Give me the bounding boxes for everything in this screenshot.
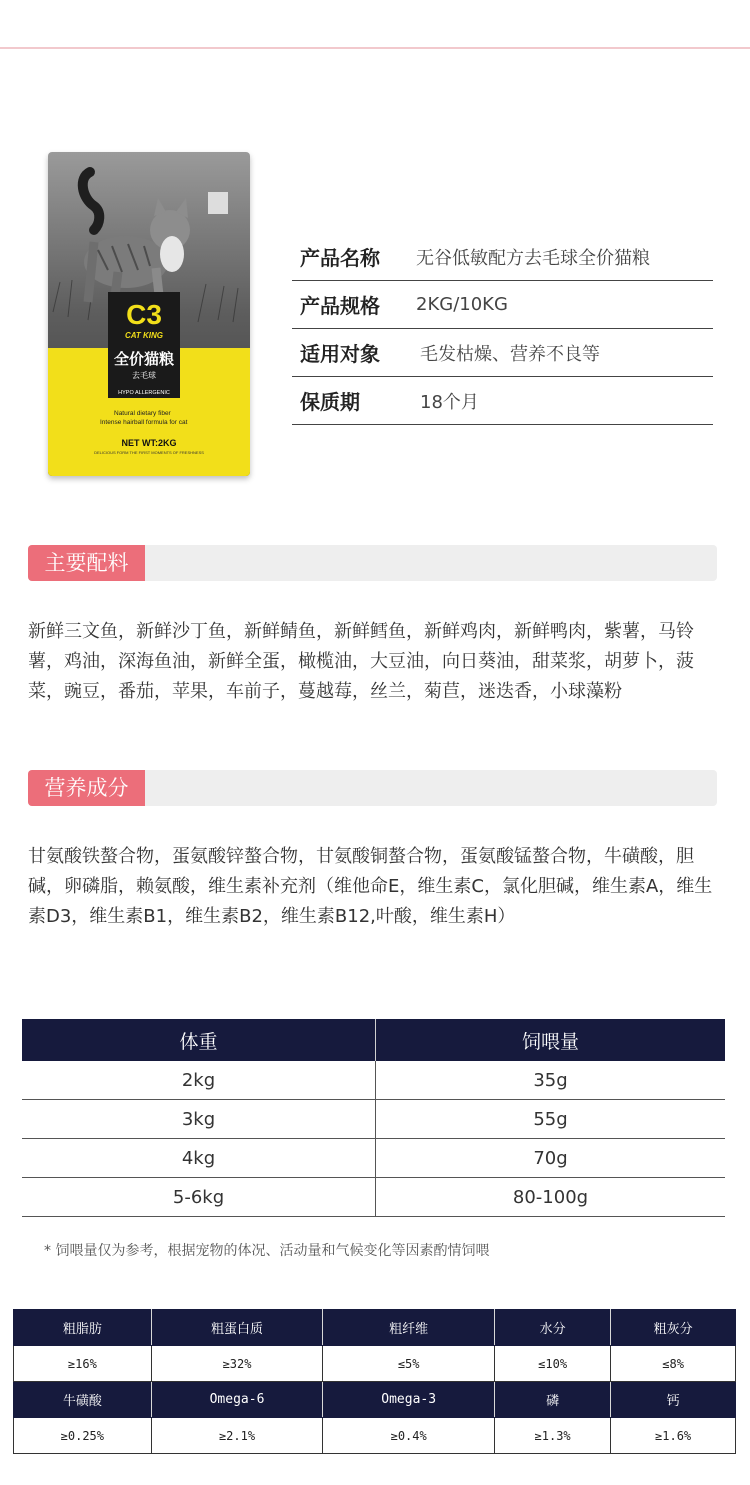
feeding-header-amount: 饲喂量	[376, 1019, 726, 1061]
analysis-value-row	[14, 1418, 736, 1454]
ingredients-text: 新鲜三文鱼，新鲜沙丁鱼，新鲜鲭鱼，新鲜鳕鱼，新鲜鸡肉，新鲜鸭肉，紫薯，马铃薯，鸡油，深海鱼油，新鲜全蛋，橄榄油，大豆油，向日葵油，甜菜浆，胡萝卜，菠菜，豌豆，番茄，苹果，车前子，蔓越莓，丝兰，菊苣，迷迭香，小球藻粉	[28, 621, 694, 702]
info-row-spec	[292, 281, 713, 329]
feeding-note: * 饲喂量仅为参考，根据宠物的体况、活动量和气候变化等因素酌情饲喂	[44, 1243, 490, 1259]
analysis-value: ≤5%	[323, 1346, 495, 1382]
feeding-weight: 3kg	[22, 1100, 376, 1139]
svg-text:HYPO ALLERGENIC: HYPO ALLERGENIC	[118, 390, 170, 396]
analysis-value-row	[14, 1346, 736, 1382]
ingredients-title: 主要配料	[28, 545, 145, 581]
feeding-weight: 4kg	[22, 1139, 376, 1178]
table-row	[22, 1178, 725, 1217]
analysis-header: 钙	[611, 1382, 736, 1418]
svg-text:Intense hairball formula for c: Intense hairball formula for cat	[100, 419, 188, 426]
analysis-value: ≤8%	[611, 1346, 736, 1382]
product-package-image	[48, 152, 250, 476]
info-value: 18个月	[420, 391, 479, 413]
feeding-weight: 5-6kg	[22, 1178, 376, 1217]
table-row	[22, 1139, 725, 1178]
analysis-header: Omega-6	[151, 1382, 323, 1418]
table-row	[22, 1061, 725, 1100]
analysis-value: ≤10%	[495, 1346, 611, 1382]
svg-text:NET WT:2KG: NET WT:2KG	[121, 438, 177, 448]
analysis-header: 粗脂肪	[14, 1310, 152, 1346]
feeding-amount: 70g	[376, 1139, 726, 1178]
feeding-amount: 80-100g	[376, 1178, 726, 1217]
analysis-header-row	[14, 1382, 736, 1418]
feeding-table	[22, 1019, 725, 1217]
analysis-header: 粗蛋白质	[151, 1310, 323, 1346]
analysis-header: 牛磺酸	[14, 1382, 152, 1418]
ingredients-section-header	[28, 545, 717, 581]
feeding-header-row	[22, 1019, 725, 1061]
info-row-shelf-life	[292, 377, 713, 425]
svg-text:Natural dietary fiber: Natural dietary fiber	[114, 410, 171, 417]
analysis-header: Omega-3	[323, 1382, 495, 1418]
svg-text:全价猫粮: 全价猫粮	[113, 350, 175, 368]
product-info-table	[292, 233, 713, 425]
analysis-value: ≥16%	[14, 1346, 152, 1382]
nutrition-section-header	[28, 770, 717, 806]
svg-text:去毛球: 去毛球	[132, 371, 156, 380]
info-value: 毛发枯燥、营养不良等	[420, 343, 600, 365]
analysis-value: ≥1.6%	[611, 1418, 736, 1454]
nutrition-title: 营养成分	[28, 770, 145, 806]
info-row-name	[292, 233, 713, 281]
analysis-value: ≥0.25%	[14, 1418, 152, 1454]
info-row-target	[292, 329, 713, 377]
analysis-header-row	[14, 1310, 736, 1346]
info-value: 2KG/10KG	[416, 294, 508, 315]
svg-text:DELICIOUS FORM THE FIRST MOMEN: DELICIOUS FORM THE FIRST MOMENTS OF FRESHNESS	[94, 450, 204, 455]
top-divider	[0, 47, 750, 49]
feeding-amount: 35g	[376, 1061, 726, 1100]
svg-text:CAT KING: CAT KING	[124, 331, 164, 340]
analysis-table	[13, 1309, 736, 1454]
info-label: 产品名称	[300, 246, 380, 270]
package-logo: C3	[126, 299, 162, 330]
feeding-header-weight: 体重	[22, 1019, 376, 1061]
analysis-header: 粗灰分	[611, 1310, 736, 1346]
analysis-value: ≥2.1%	[151, 1418, 323, 1454]
info-value: 无谷低敏配方去毛球全价猫粮	[416, 247, 650, 269]
analysis-header: 水分	[495, 1310, 611, 1346]
analysis-header: 粗纤维	[323, 1310, 495, 1346]
analysis-value: ≥32%	[151, 1346, 323, 1382]
nutrition-text: 甘氨酸铁螯合物，蛋氨酸锌螯合物，甘氨酸铜螯合物，蛋氨酸锰螯合物，牛磺酸，胆碱，卵磷脂，赖氨酸，维生素补充剂（维他命E，维生素C，氯化胆碱，维生素A，维生素D3，维生素B1，维生素B2，维生素B12,叶酸，维生素H）	[28, 846, 713, 927]
feeding-weight: 2kg	[22, 1061, 376, 1100]
analysis-value: ≥0.4%	[323, 1418, 495, 1454]
feeding-amount: 55g	[376, 1100, 726, 1139]
info-label: 适用对象	[300, 342, 380, 366]
table-row	[22, 1100, 725, 1139]
analysis-value: ≥1.3%	[495, 1418, 611, 1454]
analysis-header: 磷	[495, 1382, 611, 1418]
info-label: 保质期	[300, 390, 360, 414]
info-label: 产品规格	[300, 294, 380, 318]
